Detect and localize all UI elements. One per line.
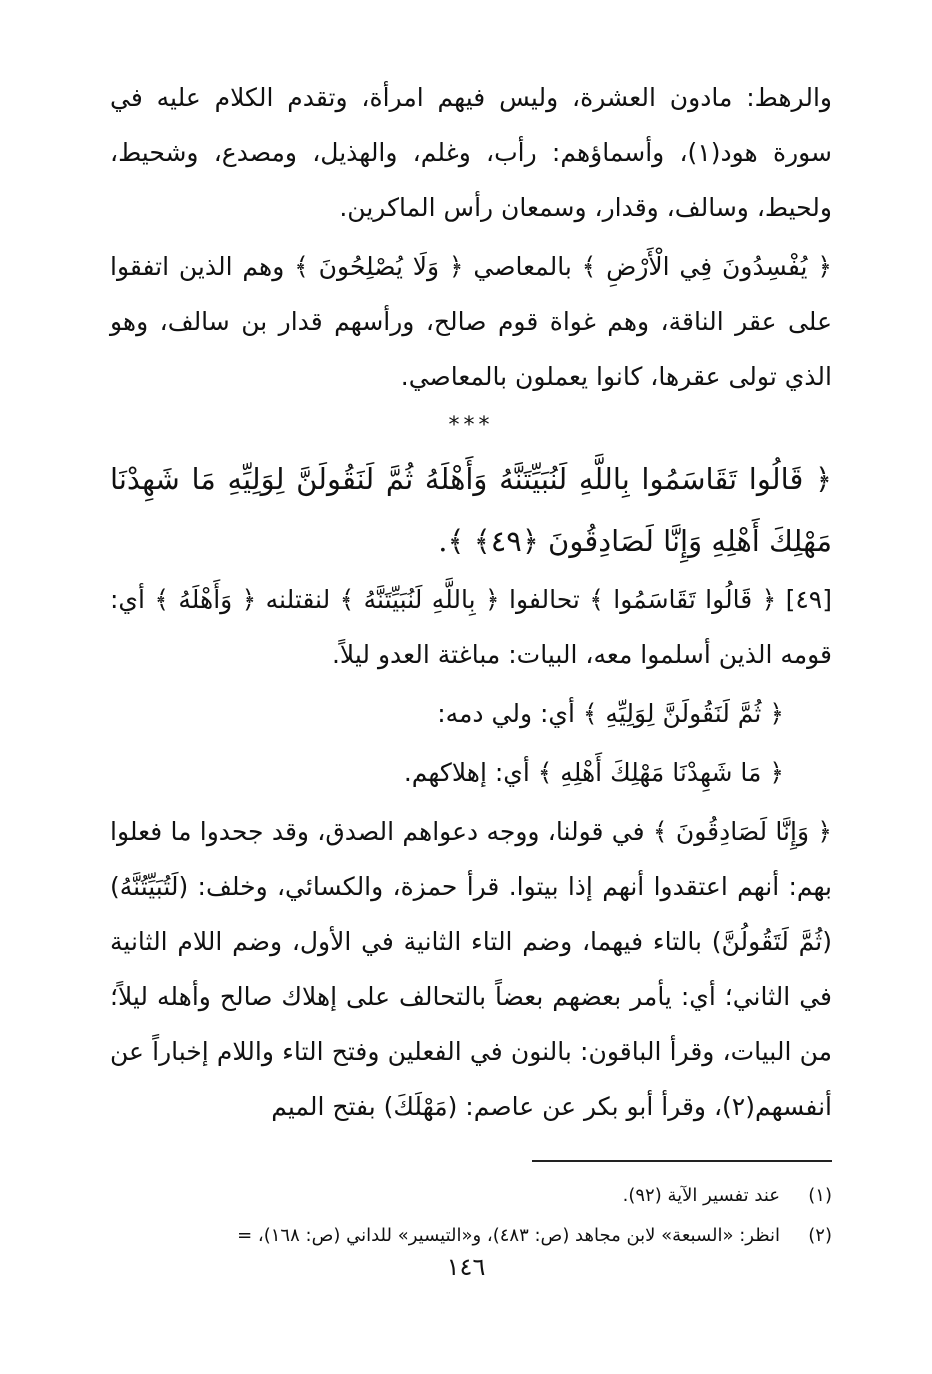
- footnote-divider: [532, 1160, 832, 1162]
- page-number: ١٤٦: [446, 1253, 486, 1281]
- paragraph-5: ﴿ مَا شَهِدْنَا مَهْلِكَ أَهْلِهِ ﴾ أي: إهلاكهم.: [403, 758, 784, 787]
- quran-verse: ﴿ قَالُوا تَقَاسَمُوا بِاللَّهِ لَنُبَيِّتَنَّهُ وَأَهْلَهُ ثُمَّ لَنَقُولَنَّ لِوَلِيِّهِ مَا شَهِدْنَا مَهْلِكَ أَهْلِهِ وَإِنَّا لَصَادِقُونَ ﴿٤٩﴾ ﴾.: [110, 462, 832, 558]
- footnote-2-number: (٢): [808, 1225, 832, 1246]
- section-separator: ***: [448, 413, 494, 438]
- footnote-2-text: انظر: «السبعة» لابن مجاهد (ص: ٤٨٣)، و«التيسير» للداني (ص: ١٦٨)، =: [237, 1225, 780, 1246]
- paragraph-3: [٤٩] ﴿ قَالُوا تَقَاسَمُوا ﴾ تحالفوا ﴿ بِاللَّهِ لَنُبَيِّتَنَّهُ ﴾ لنقتلنه ﴿ وَأَهْلَهُ ﴾ أي: قومه الذين أسلموا معه، البيات: مباغتة العدو ليلاً.: [110, 585, 832, 669]
- footnote-1: [110, 1176, 832, 1216]
- footnote-1-number: (١): [808, 1185, 832, 1206]
- paragraph-4: ﴿ ثُمَّ لَنَقُولَنَّ لِوَلِيِّهِ ﴾ أي: ولي دمه:: [437, 699, 784, 728]
- footnote-1-text: عند تفسير الآية (٩٢).: [622, 1185, 780, 1206]
- paragraph-2: ﴿ يُفْسِدُونَ فِي الْأَرْضِ ﴾ بالمعاصي ﴿ وَلَا يُصْلِحُونَ ﴾ وهم الذين اتفقوا على عقر الناقة، وهم غواة قوم صالح، ورأسهم قدار بن سالف، وهو الذي تولى عقرها، كانوا يعملون بالمعاصي.: [110, 252, 832, 391]
- footnote-2: [110, 1216, 832, 1256]
- paragraph-6: ﴿ وَإِنَّا لَصَادِقُونَ ﴾ في قولنا، ووجه دعواهم الصدق، وقد جحدوا ما فعلوا بهم: أنهم اعتقدوا أنهم إذا بيتوا. قرأ حمزة، والكسائي، وخلف: (لَتُبَيِّتُنَّهُ) (ثُمَّ لَتَقُولُنَّ) بالتاء فيهما، وضم التاء الثانية في الأول، وضم اللام الثانية في الثاني؛ أي: يأمر بعضهم بعضاً بالتحالف على إهلاك صالح وأهله ليلاً؛ من البيات، وقرأ الباقون: بالنون في الفعلين وفتح التاء واللام إخباراً عن أنفسهم(٢)، وقرأ أبو بكر عن عاصم: (مَهْلَكَ) بفتح الميم: [110, 817, 832, 1121]
- paragraph-1: والرهط: مادون العشرة، وليس فيهم امرأة، وتقدم الكلام عليه في سورة هود(١)، وأسماؤهم: رأب، وغلم، والهذيل، ومصدع، وشحيط، ولحيط، وسالف، وقدار، وسمعان رأس الماكرين.: [110, 83, 832, 222]
